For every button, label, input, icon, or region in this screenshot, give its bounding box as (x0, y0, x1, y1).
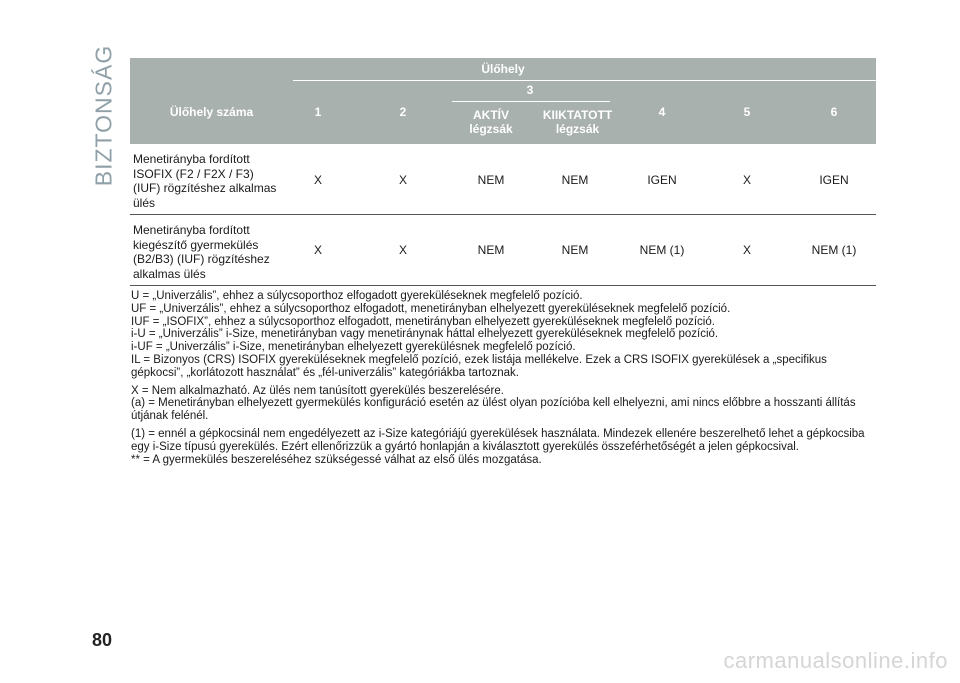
seat-number-label: Ülőhely száma (169, 105, 254, 119)
col-4-header: 4 (658, 105, 666, 119)
row-value: X (742, 173, 751, 187)
col-3-divider (452, 101, 610, 102)
note-i-uf: i-UF = „Univerzális” i-Size, menetirányban elhelyezett gyerekülésnek megfelelő pozíció. (131, 341, 576, 354)
row-value: X (313, 243, 322, 257)
seat-group-label: Ülőhely (481, 62, 525, 76)
table-header (130, 58, 876, 144)
col-5-header: 5 (743, 105, 751, 119)
note-u: U = „Univerzális”, ehhez a súlycsoporthoz elfogadott gyereküléseknek megfelelő pozíció. (131, 290, 583, 302)
col-3-header: 3 (526, 83, 534, 97)
note-iuf: IUF = „ISOFIX”, ehhez a súlycsoporthoz elfogadott, menetirányban elhelyezett gyereküléseknek megfelelő pozíció. (131, 315, 715, 328)
note-a: (a) = Menetirányban elhelyezett gyermekülés konfiguráció esetén az ülést olyan pozícióba kell elhelyezni, ami nincs előbbre a hosszanti állítás útjának felénél. (131, 397, 856, 423)
row-label: Menetirányba fordított kiegészítő gyermekülés (B2/B3) (IUF) rögzítéshez alkalmas ülés (133, 223, 270, 281)
col-1-header: 1 (314, 105, 322, 119)
note-asterisk: ** = A gyermekülés beszereléséhez szükségessé válhat az első ülés mozgatása. (131, 453, 542, 466)
col-3-inactive-header: KIIKTATOTT légzsák (542, 108, 613, 136)
legend-notes (131, 290, 881, 466)
section-title: BIZTONSÁG (90, 44, 117, 186)
row-value: X (313, 173, 322, 187)
note-i-u: i-U = „Univerzális” i-Size, menetirányban vagy menetiránynak háttal elhelyezett gyereküléseknek megfelelő pozíció. (131, 328, 719, 341)
row-value: NEM (1) (811, 243, 857, 257)
row-value: X (398, 173, 407, 187)
row-value: X (398, 243, 407, 257)
note-il: IL = Bizonyos (CRS) ISOFIX gyereküléseknek megfelelő pozíció, ezek listája mellékelve. Ezek a CRS ISOFIX gyerekülések a „specifikus gépkocsi”, „korlátozott használat” és „fél-univerzális” kategóriákba tartoznak. (131, 353, 827, 379)
col-2-header: 2 (399, 105, 407, 119)
row-value: NEM (561, 243, 589, 257)
note-x: X = Nem alkalmazható. Az ülés nem tanúsított gyerekülés beszerelésére. (131, 384, 504, 397)
row-value: NEM (1) (639, 243, 685, 257)
page-number: 80 (92, 630, 113, 650)
table-row (130, 215, 876, 285)
col-3-active-header: AKTÍV légzsák (469, 108, 513, 136)
row-separator (130, 285, 876, 286)
row-value: X (742, 243, 751, 257)
table-row (130, 144, 876, 214)
row-value: NEM (477, 243, 505, 257)
row-value: IGEN (647, 173, 677, 187)
row-value: IGEN (819, 173, 849, 187)
watermark: carmanualsonline.info (723, 648, 948, 673)
note-1: (1) = ennél a gépkocsinál nem engedélyezett az i-Size kategóriájú gyerekülések használata. Mindezek ellenére beszerelhető lehet a gépkocsiba egy i-Size típusú gyerekülés. Ezért ellenőrizzük a gyártó honlapján a kiválasztott gyerekülés összeférhetőségét a jelen gépkocsival. (131, 427, 865, 453)
row-label: Menetirányba fordított ISOFIX (F2 / F2X / F3) (IUF) rögzítéshez alkalmas ülés (133, 152, 277, 210)
note-uf: UF = „Univerzális”, ehhez a súlycsoporthoz elfogadott, menetirányban elhelyezett gyereküléseknek megfelelő pozíció. (131, 302, 731, 315)
row-value: NEM (561, 173, 589, 187)
row-value: NEM (477, 173, 505, 187)
col-6-header: 6 (830, 105, 838, 119)
